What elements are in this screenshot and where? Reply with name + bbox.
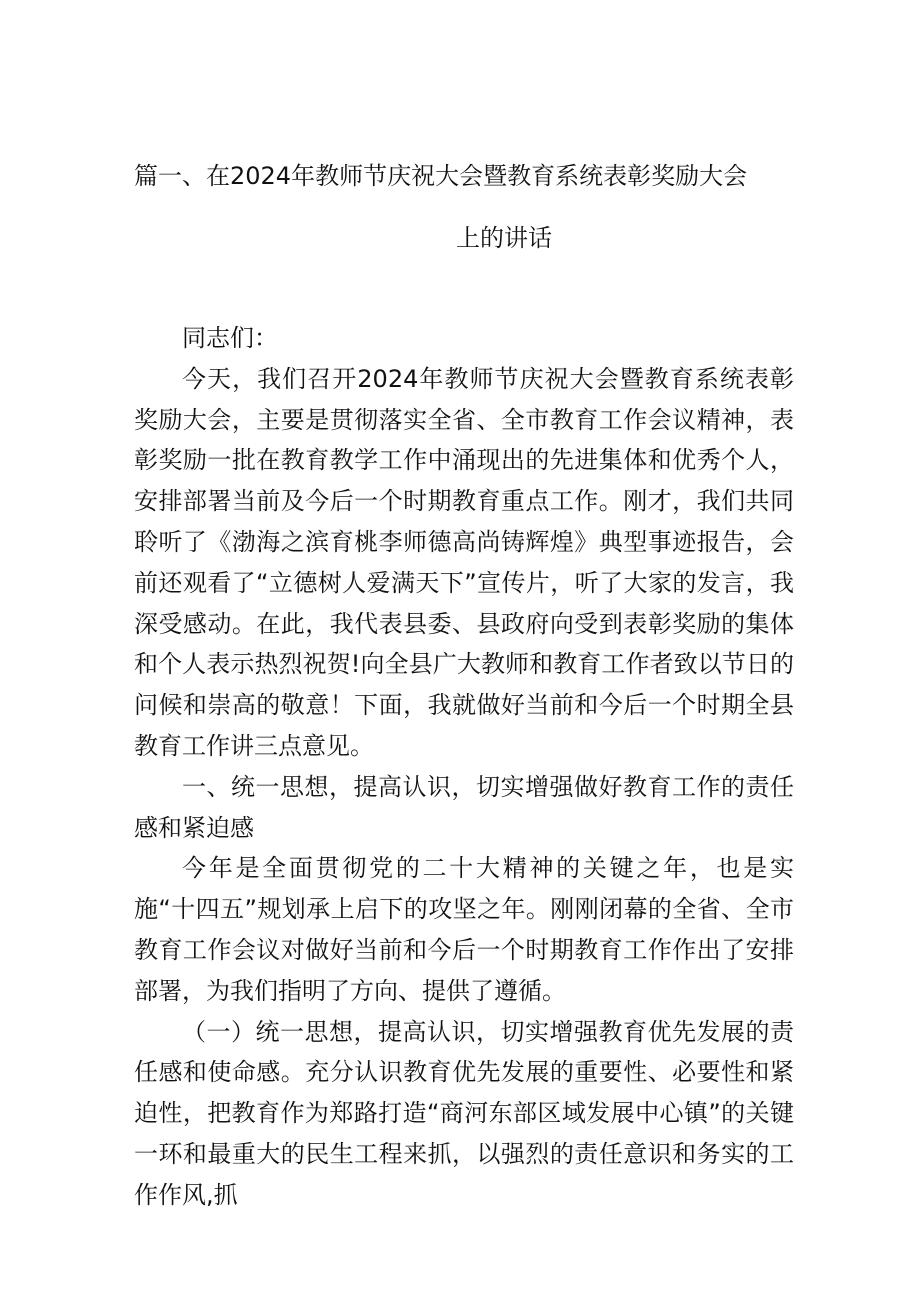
document-title-line-2: 上的讲话	[456, 224, 552, 252]
paragraph-subsection-1: （一）统一思想，提高认识，切实增强教育优先发展的责任感和使命感。充分认识教育优先发展的重要性、必要性和紧迫性，把教育作为郑路打造“商河东部区域发展中心镇”的关键一环和最重大的民生工程来抓，以强烈的责任意识和务实的工作作风,抓	[134, 1017, 794, 1209]
document-title-line-1: 篇一、在2024年教师节庆祝大会暨教育系统表彰奖励大会	[134, 162, 748, 190]
document-body	[134, 318, 794, 1216]
paragraph-context: 今年是全面贯彻党的二十大精神的关键之年，也是实施“十四五”规划承上启下的攻坚之年。刚刚闭幕的全省、全市教育工作会议对做好当前和今后一个时期教育工作作出了安排部署，为我们指明了方向、提供了遵循。	[134, 854, 794, 1005]
greeting: 同志们：	[182, 324, 278, 352]
section-heading-1: 一、统一思想，提高认识，切实增强做好教育工作的责任感和紧迫感	[134, 772, 794, 842]
paragraph-intro: 今天，我们召开2024年教师节庆祝大会暨教育系统表彰奖励大会，主要是贯彻落实全省、全市教育工作会议精神，表彰奖励一批在教育教学工作中涌现出的先进集体和优秀个人，安排部署当前及今后一个时期教育重点工作。刚才，我们共同聆听了《渤海之滨育桃李师德高尚铸辉煌》典型事迹报告，会前还观看了“立德树人爱满天下”宣传片，听了大家的发言，我深受感动。在此，我代表县委、县政府向受到表彰奖励的集体和个人表示热烈祝贺!向全县广大教师和教育工作者致以节日的问候和崇高的敬意！下面，我就做好当前和今后一个时期全县教育工作讲三点意见。	[134, 364, 794, 760]
